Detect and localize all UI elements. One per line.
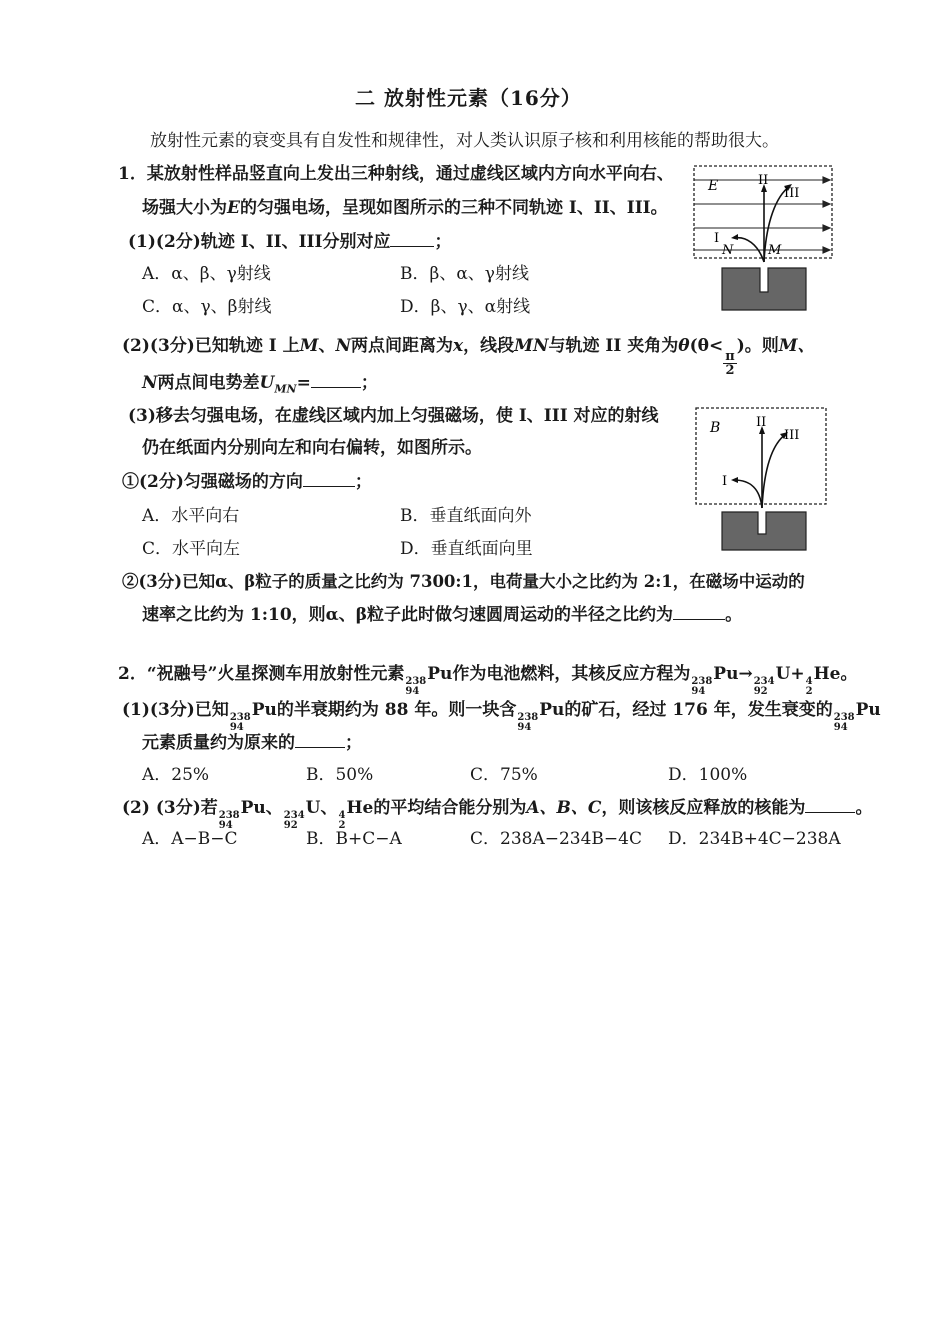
fig1-label-I: I: [714, 231, 720, 246]
q2-part1-option-d: D．100%: [668, 765, 748, 785]
fig1-label-E: E: [708, 178, 719, 194]
q1-part3-line1: (3)移去匀强电场，在虚线区域内加上匀强磁场，使 I、III 对应的射线: [128, 406, 659, 426]
figure-electric-field: [690, 162, 836, 314]
q1-part3a-option-c: C．水平向左: [142, 539, 241, 559]
q1-part3-line2: 仍在纸面内分别向左和向右偏转，如图所示。: [142, 438, 482, 458]
q1-stem-line1: 1．某放射性样品竖直向上发出三种射线，通过虚线区域内方向水平向右、: [118, 164, 674, 184]
q2-part2-option-a: A．A−B−C: [142, 829, 238, 849]
section-intro: 放射性元素的衰变具有自发性和规律性，对人类认识原子核和利用核能的帮助很大。: [150, 131, 779, 151]
q1-part2-line2: N两点间电势差$U_{MN}=$ ；: [142, 373, 378, 396]
figure-magnetic-field: [690, 404, 836, 552]
q2-part2-option-d: D．234B+4C−238A: [668, 829, 841, 849]
q1-part1-option-c: C．α、γ、β射线: [142, 297, 272, 317]
q2-part2-option-c: C．238A−234B−4C: [470, 829, 642, 849]
q1-part2-line1: (2)(3分)已知轨迹 I 上M、N两点间距离为x，线段MN与轨迹 II 夹角为θ(θ< $\frac{\pi}{2}$ )。则M、: [122, 336, 815, 378]
q1-part3a-text: ①(2分)匀强磁场的方向 ；: [122, 472, 372, 492]
q1-part1-text: (1)(2分)轨迹 I、II、III分别对应 ；: [128, 232, 452, 252]
q1-part3a-option-d: D．垂直纸面向里: [400, 539, 533, 559]
q1-part3a-option-a: A．水平向右: [142, 506, 240, 526]
fig2-label-II: II: [756, 415, 767, 430]
q1-part3a-option-b: B．垂直纸面向外: [400, 506, 532, 526]
q2-part1-option-a: A．25%: [142, 765, 210, 785]
q1-stem-line2: 场强大小为E的匀强电场，呈现如图所示的三种不同轨迹 I、II、III。: [142, 198, 668, 218]
q1-part1-option-a: A．α、β、γ射线: [142, 264, 271, 284]
fig1-label-III: III: [784, 186, 800, 201]
q2-part1-option-b: B．50%: [306, 765, 374, 785]
q2-part1-option-c: C．75%: [470, 765, 538, 785]
q2-part2-option-b: B．B+C−A: [306, 829, 402, 849]
q2-part1-line1: (1)(3分)已知 238 94 Pu的半衰期约为 88 年。则一块含 238 94 Pu的矿石，经过 176 年，发生衰变的 238 94 Pu: [122, 700, 881, 733]
fig2-label-III: III: [784, 428, 800, 443]
fig2-label-I: I: [722, 474, 728, 489]
q1-part3b-line1: ②(3分)已知α、β粒子的质量之比约为 7300:1，电荷量大小之比约为 2:1，在磁场中运动的: [122, 572, 805, 591]
fig2-label-B: B: [710, 420, 721, 436]
q2-part2-text: (2) (3分)若 238 94 Pu、 234 92 U、 4 2 He的平均结合能分别为A、B、C，则该核反应释放的核能为 。: [122, 798, 873, 831]
section-title: 二 放射性元素（16分）: [355, 86, 582, 110]
q1-part1-option-b: B．β、α、γ射线: [400, 264, 529, 284]
fig1-label-M: M: [768, 243, 782, 258]
q1-part3b-line2: 速率之比约为 1:10，则α、β粒子此时做匀速圆周运动的半径之比约为 。: [142, 605, 743, 625]
fig1-label-II: II: [758, 173, 769, 188]
fig1-label-N: N: [722, 243, 734, 258]
q2-stem: 2．“祝融号”火星探测车用放射性元素 238 94 Pu作为电池燃料，其核反应方程为 238 94 Pu→ 234 92 U+ 4 2 He。: [118, 664, 858, 697]
q2-part1-line2: 元素质量约为原来的 ；: [142, 733, 362, 753]
q1-part1-option-d: D．β、γ、α射线: [400, 297, 531, 317]
